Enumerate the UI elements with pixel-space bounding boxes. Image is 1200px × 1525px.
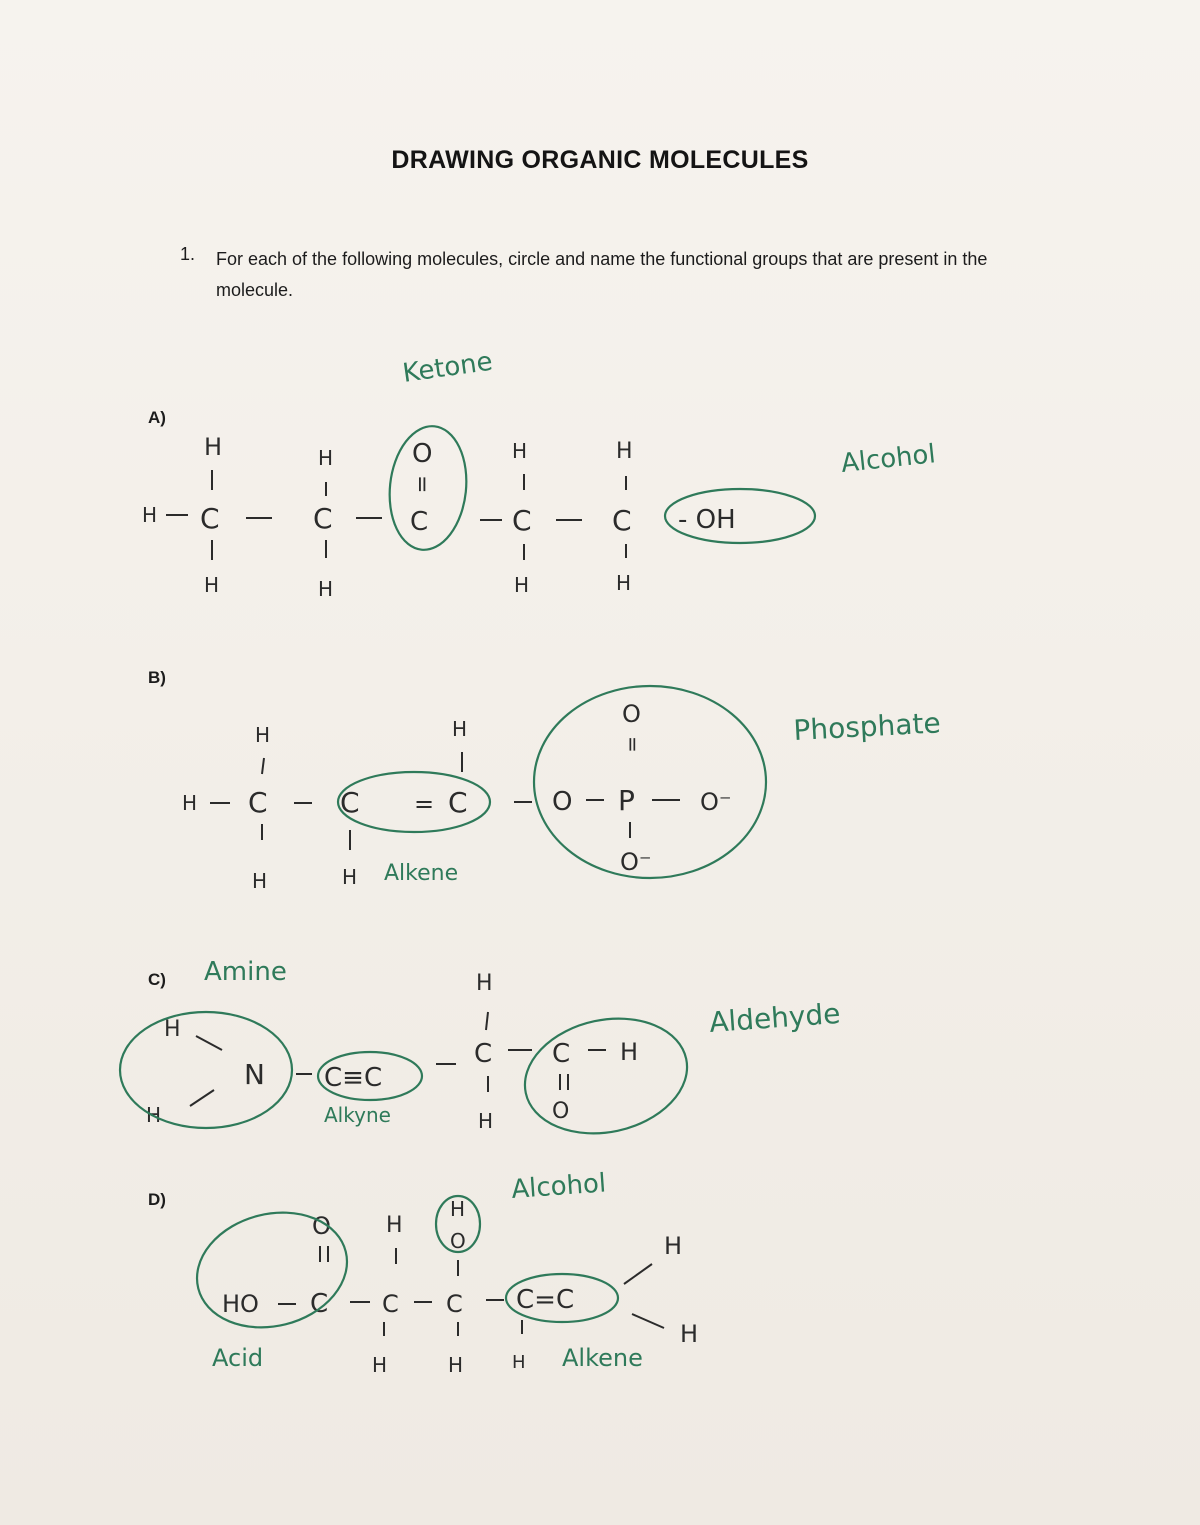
atom-o: O bbox=[552, 1099, 570, 1124]
aldehyde-label: Aldehyde bbox=[708, 996, 842, 1039]
atom-p: P bbox=[618, 784, 635, 817]
atom-c: C bbox=[446, 1290, 463, 1318]
atom-c: C bbox=[448, 786, 468, 819]
atom-c: C bbox=[552, 1039, 571, 1069]
alkene-label: Alkene bbox=[562, 1344, 643, 1372]
atom-h: H bbox=[252, 869, 268, 893]
atom-h: H bbox=[620, 1038, 639, 1066]
atom-h: H bbox=[616, 439, 633, 464]
atom-h: H bbox=[448, 1353, 464, 1377]
phosphate-label: Phosphate bbox=[792, 706, 942, 747]
atom-h: H bbox=[512, 1352, 526, 1373]
alkyne-label: Alkyne bbox=[324, 1103, 391, 1127]
atom-o: O bbox=[412, 439, 433, 469]
ketone-label: Ketone bbox=[400, 346, 495, 389]
atom-c: C bbox=[340, 786, 360, 819]
atom-h: H bbox=[318, 577, 334, 601]
atom-o-minus: O⁻ bbox=[620, 848, 652, 876]
atom-h: H bbox=[512, 439, 528, 463]
part-b-label: B) bbox=[148, 668, 166, 687]
atom-h: H bbox=[664, 1232, 683, 1260]
amine-label: Amine bbox=[204, 957, 287, 987]
atom-h: H bbox=[478, 1109, 494, 1133]
atom-h: H bbox=[146, 1103, 162, 1127]
hydroxyl-group: - OH bbox=[678, 505, 736, 535]
atom-h: H bbox=[386, 1213, 403, 1238]
atom-n: N bbox=[244, 1058, 265, 1091]
atom-h: H bbox=[514, 573, 530, 597]
atom-c: C bbox=[200, 502, 220, 535]
molecule-c bbox=[120, 957, 841, 1148]
atom-c: C bbox=[248, 786, 268, 819]
double-bond: = bbox=[409, 475, 434, 494]
atom-h: H bbox=[204, 573, 220, 597]
atom-c: C bbox=[310, 1289, 329, 1319]
atom-h: H bbox=[182, 791, 198, 815]
alcohol-label: Alcohol bbox=[839, 439, 938, 479]
atom-o-minus: O⁻ bbox=[700, 788, 732, 816]
alkene-label: Alkene bbox=[384, 861, 459, 886]
atom-o: O bbox=[622, 700, 641, 728]
molecule-a bbox=[142, 347, 937, 601]
atom-h: H bbox=[255, 723, 271, 747]
aldehyde-circle bbox=[514, 1004, 698, 1148]
atom-h: H bbox=[450, 1197, 466, 1221]
atom-h: H bbox=[372, 1353, 388, 1377]
atom-c: C bbox=[410, 507, 429, 537]
part-d-label: D) bbox=[148, 1190, 166, 1209]
amine-circle bbox=[120, 1012, 292, 1128]
atom-h: H bbox=[616, 571, 632, 595]
atom-o: O bbox=[450, 1229, 466, 1253]
double-bond: = bbox=[621, 736, 645, 753]
alcohol-label: Alcohol bbox=[510, 1168, 608, 1205]
atom-h: H bbox=[680, 1320, 699, 1348]
atom-h: H bbox=[164, 1017, 181, 1042]
molecule-b bbox=[182, 686, 941, 893]
atom-o: O bbox=[312, 1212, 331, 1240]
part-a-label: A) bbox=[148, 408, 166, 427]
atom-h: H bbox=[142, 503, 158, 527]
double-bond: = bbox=[414, 790, 435, 818]
atom-c: C bbox=[313, 502, 333, 535]
acid-label: Acid bbox=[212, 1344, 264, 1372]
atom-c: C bbox=[382, 1290, 399, 1318]
atom-h: H bbox=[204, 433, 223, 461]
atom-c: C bbox=[474, 1039, 493, 1069]
atom-h: H bbox=[476, 971, 493, 996]
atom-h: H bbox=[452, 717, 468, 741]
hydroxyl-group: HO bbox=[222, 1290, 259, 1318]
part-c-label: C) bbox=[148, 970, 166, 989]
question-number: 1. bbox=[180, 244, 196, 264]
atom-c: C bbox=[612, 504, 632, 537]
triple-bond: C≡C bbox=[324, 1063, 383, 1093]
question-text: For each of the following molecules, circle and name the functional groups that are present in the molecule. bbox=[216, 249, 988, 300]
atom-c: C bbox=[512, 504, 532, 537]
molecule-d bbox=[185, 1168, 698, 1377]
atom-h: H bbox=[342, 865, 358, 889]
atom-h: H bbox=[318, 446, 334, 470]
atom-o: O bbox=[552, 787, 573, 817]
alkene-group: C=C bbox=[516, 1285, 575, 1315]
acid-circle bbox=[185, 1197, 360, 1342]
worksheet-title: DRAWING ORGANIC MOLECULES bbox=[391, 146, 809, 174]
